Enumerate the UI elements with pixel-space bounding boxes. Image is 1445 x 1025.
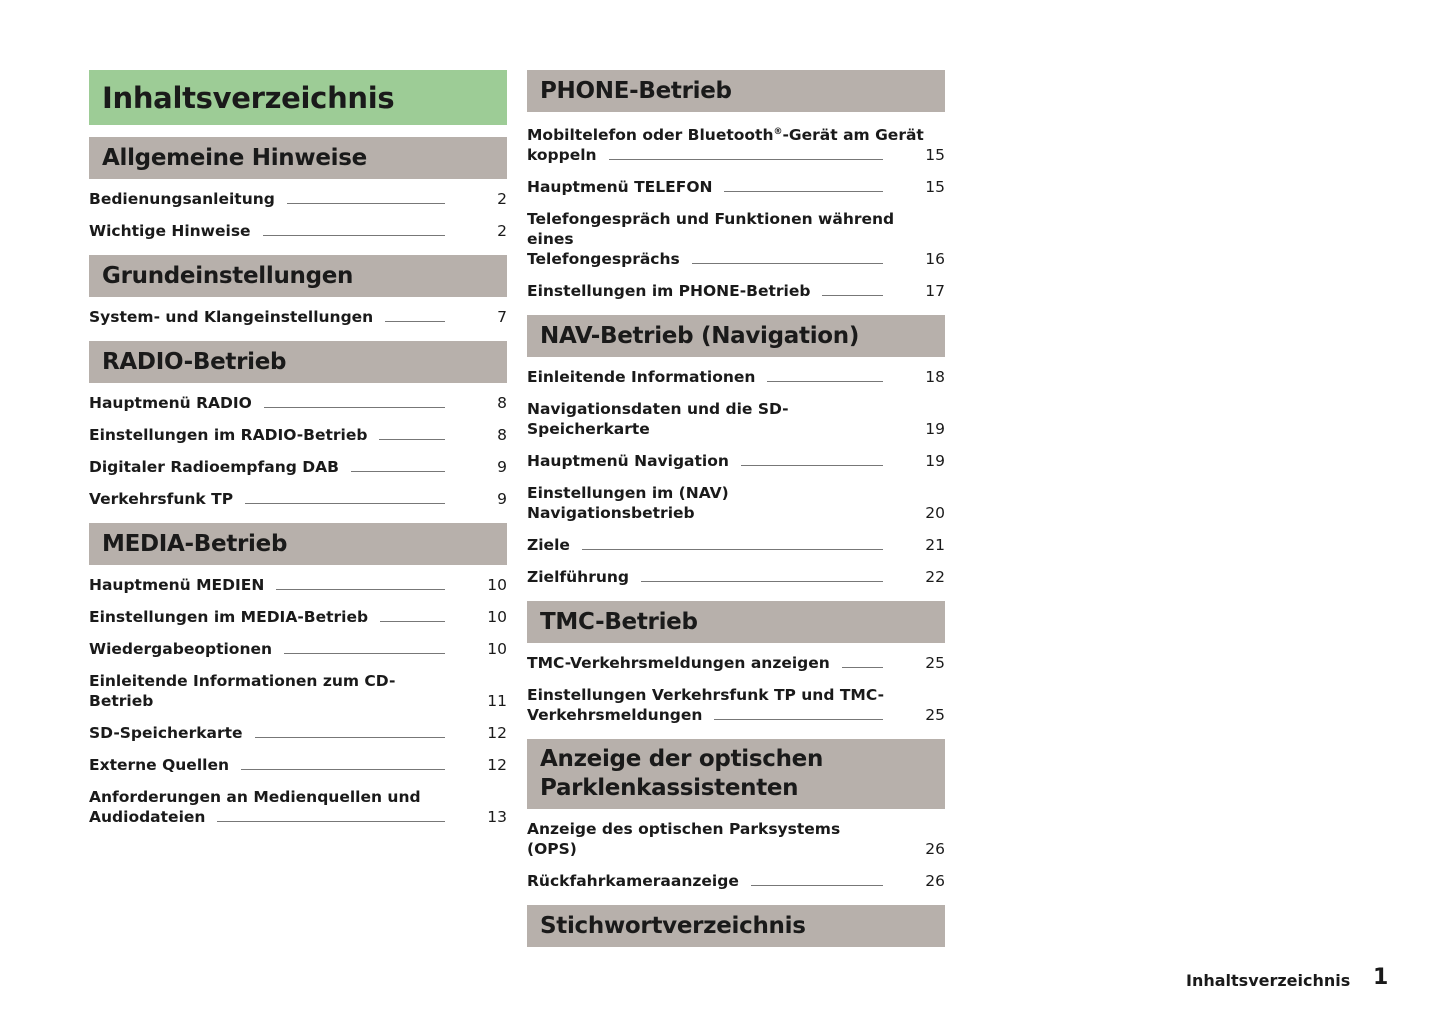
toc-entry[interactable] <box>89 749 507 781</box>
toc-entry-row <box>527 249 945 269</box>
toc-entry-text-line1: Einstellungen Verkehrsfunk TP und TMC- <box>527 686 884 705</box>
toc-entry-text: koppeln <box>527 146 597 165</box>
toc-entry-row <box>89 723 507 743</box>
toc-entry-line1 <box>527 209 945 249</box>
leader-line <box>263 235 445 236</box>
leader-line <box>255 737 445 738</box>
section-heading-text: Grundeinstellungen <box>102 263 354 289</box>
toc-entry-row <box>527 451 945 471</box>
toc-entry-row <box>527 145 945 165</box>
toc-entry-text: Verkehrsfunk TP <box>89 490 234 508</box>
toc-entry-row <box>527 367 945 387</box>
toc-entry[interactable] <box>527 529 945 561</box>
registered-mark: ® <box>773 127 783 137</box>
toc-entry-text: Hauptmenü MEDIEN <box>89 576 265 594</box>
toc-entry-row <box>527 653 945 673</box>
toc-left-column <box>89 70 507 833</box>
toc-entry[interactable] <box>527 393 945 445</box>
page-number: 15 <box>925 178 945 197</box>
leader-line <box>217 821 445 822</box>
page-number: 10 <box>487 640 507 658</box>
leader-line <box>741 465 883 466</box>
toc-entry-row <box>527 705 945 725</box>
toc-entry[interactable] <box>527 679 945 731</box>
toc-entry-row <box>89 755 507 775</box>
toc-entry-text: Einstellungen im RADIO-Betrieb <box>89 426 368 444</box>
section-heading[interactable] <box>527 70 945 112</box>
toc-entry-row <box>527 177 945 197</box>
page-number: 22 <box>925 568 945 587</box>
page-number: 7 <box>497 308 507 326</box>
section-heading[interactable] <box>89 255 507 297</box>
page-number: 12 <box>487 724 507 742</box>
page-title: Inhaltsverzeichnis <box>89 70 507 125</box>
toc-entry-row <box>89 639 507 659</box>
toc-entry-text-line1: Anforderungen an Medienquellen und <box>89 788 421 806</box>
leader-line <box>264 407 445 408</box>
toc-entry[interactable] <box>89 483 507 515</box>
toc-entry-row <box>89 307 507 327</box>
toc-entry-text: Bedienungsanleitung <box>89 190 275 208</box>
toc-entry[interactable] <box>89 215 507 247</box>
section-heading-text: MEDIA-Betrieb <box>102 531 288 557</box>
toc-entry[interactable] <box>527 445 945 477</box>
toc-entry-text: System- und Klangeinstellungen <box>89 308 374 326</box>
section-heading-text: NAV-Betrieb (Navigation) <box>540 323 860 350</box>
page-number: 12 <box>487 756 507 774</box>
toc-entry-text-line1: Mobiltelefon oder Bluetooth <box>527 126 774 145</box>
toc-entry-row <box>527 819 945 859</box>
leader-line <box>842 667 883 668</box>
toc-entry-text: Externe Quellen <box>89 756 229 774</box>
page-number: 9 <box>497 490 507 508</box>
page-number: 8 <box>497 426 507 444</box>
section-heading[interactable] <box>527 315 945 357</box>
toc-entry-text: Hauptmenü Navigation <box>527 452 729 471</box>
toc-entry-text: Telefongesprächs <box>527 250 680 269</box>
leader-line <box>245 503 445 504</box>
toc-entry[interactable] <box>89 301 507 333</box>
toc-entry[interactable] <box>89 717 507 749</box>
toc-entry-row <box>89 393 507 413</box>
leader-line <box>751 885 883 886</box>
leader-line <box>767 381 883 382</box>
toc-entry[interactable] <box>527 116 945 171</box>
leader-line <box>724 191 883 192</box>
toc-entry-text: Audiodateien <box>89 808 206 826</box>
section-heading[interactable] <box>89 137 507 179</box>
toc-entry-row <box>89 575 507 595</box>
toc-entry-row <box>527 535 945 555</box>
toc-entry-text: Einleitende Informationen <box>527 368 756 387</box>
page-number: 26 <box>925 840 945 859</box>
toc-entry-line1 <box>527 122 945 145</box>
toc-entry[interactable] <box>527 477 945 529</box>
toc-entry-row <box>527 281 945 301</box>
toc-entry[interactable] <box>89 633 507 665</box>
page-number: 10 <box>487 576 507 594</box>
toc-entry[interactable] <box>89 419 507 451</box>
section-heading[interactable] <box>527 739 945 809</box>
section-heading-text: PHONE-Betrieb <box>540 78 732 104</box>
toc-entry-line1 <box>527 685 945 705</box>
toc-entry-text: Zielführung <box>527 568 629 587</box>
toc-entry-text: Digitaler Radioempfang DAB <box>89 458 339 476</box>
footer-page-number: 1 <box>1373 965 1389 990</box>
section-heading[interactable] <box>527 905 945 947</box>
toc-entry[interactable] <box>89 601 507 633</box>
toc-entry-text: Einstellungen im PHONE-Betrieb <box>527 282 811 301</box>
page-number: 25 <box>925 654 945 673</box>
toc-entry-row <box>89 607 507 627</box>
toc-entry-row <box>527 871 945 891</box>
page-number: 21 <box>925 536 945 555</box>
leader-line <box>351 471 445 472</box>
leader-line <box>380 621 445 622</box>
section-heading[interactable] <box>89 523 507 565</box>
section-heading-text: TMC-Betrieb <box>540 609 698 636</box>
toc-entry[interactable] <box>527 561 945 593</box>
leader-line <box>714 719 883 720</box>
page-number: 8 <box>497 394 507 412</box>
toc-entry-line1 <box>89 787 507 807</box>
toc-entry[interactable] <box>89 781 507 833</box>
leader-line <box>385 321 445 322</box>
page-number: 13 <box>487 808 507 826</box>
toc-entry-row <box>89 807 507 827</box>
page-number: 20 <box>925 504 945 523</box>
toc-entry[interactable] <box>89 665 507 717</box>
toc-entry-text: Rückfahrkameraanzeige <box>527 872 739 891</box>
section-heading-text: RADIO-Betrieb <box>102 349 287 375</box>
toc-entry-row <box>89 457 507 477</box>
toc-entry-row <box>527 567 945 587</box>
section-heading[interactable] <box>527 601 945 643</box>
leader-line <box>609 159 883 160</box>
toc-right-column <box>527 70 945 951</box>
page-number: 26 <box>925 872 945 891</box>
page-number: 18 <box>925 368 945 387</box>
leader-line <box>284 653 445 654</box>
toc-entry-text: Hauptmenü RADIO <box>89 394 252 412</box>
page-number: 2 <box>497 190 507 208</box>
toc-entry-row <box>89 671 507 711</box>
leader-line <box>641 581 883 582</box>
toc-entry-text-line1: Telefongespräch und Funktionen während eines <box>527 210 895 249</box>
toc-entry-text: Einstellungen im MEDIA-Betrieb <box>89 608 369 626</box>
toc-entry-text: Hauptmenü TELEFON <box>527 178 713 197</box>
page-number: 25 <box>925 706 945 725</box>
page-number: 19 <box>925 420 945 439</box>
toc-entry-row <box>89 221 507 241</box>
page-number: 11 <box>487 692 507 710</box>
toc-entry[interactable] <box>89 183 507 215</box>
toc-entry-row <box>89 489 507 509</box>
leader-line <box>379 439 445 440</box>
toc-entry-text: Verkehrsmeldungen <box>527 706 703 725</box>
section-heading-text: Allgemeine Hinweise <box>102 145 367 171</box>
toc-entry-text: TMC-Verkehrsmeldungen anzeigen <box>527 654 830 673</box>
toc-entry[interactable] <box>89 387 507 419</box>
toc-entry-text: Wiedergabeoptionen <box>89 640 273 658</box>
toc-entry[interactable] <box>527 813 945 865</box>
toc-entry[interactable] <box>527 865 945 897</box>
toc-entry-text: Einleitende Informationen zum CD-Betrieb <box>89 672 396 710</box>
toc-entry-text: SD-Speicherkarte <box>89 724 243 742</box>
page-number: 2 <box>497 222 507 240</box>
page-number: 10 <box>487 608 507 626</box>
leader-line <box>582 549 883 550</box>
section-heading-text: Stichwortverzeichnis <box>540 913 806 940</box>
section-heading-text-line2: Parklenkassistenten <box>540 775 799 802</box>
toc-entry-text-line1b: -Gerät am Gerät <box>782 126 924 145</box>
toc-entry[interactable] <box>527 171 945 203</box>
footer-section-label: Inhaltsverzeichnis <box>1186 971 1351 990</box>
leader-line <box>692 263 883 264</box>
toc-entry[interactable] <box>527 275 945 307</box>
toc-entry[interactable] <box>527 203 945 275</box>
toc-entry[interactable] <box>89 569 507 601</box>
leader-line <box>241 769 445 770</box>
section-heading-text: Anzeige der optischen <box>540 746 824 773</box>
page-number: 19 <box>925 452 945 471</box>
leader-line <box>287 203 445 204</box>
toc-entry-row <box>527 483 945 523</box>
leader-line <box>822 295 883 296</box>
toc-entry-row <box>89 189 507 209</box>
page-number: 9 <box>497 458 507 476</box>
toc-entry-text: Anzeige des optischen Parksystems (OPS) <box>527 820 841 859</box>
toc-entry-row <box>89 425 507 445</box>
toc-entry-text: Navigationsdaten und die SD-Speicherkarte <box>527 400 789 439</box>
page-number: 15 <box>925 146 945 165</box>
toc-entry[interactable] <box>89 451 507 483</box>
toc-entry-row <box>527 399 945 439</box>
toc-entry[interactable] <box>527 361 945 393</box>
toc-entry-text: Einstellungen im (NAV) Navigationsbetrieb <box>527 484 729 523</box>
page-number: 16 <box>925 250 945 269</box>
toc-entry[interactable] <box>527 647 945 679</box>
toc-entry-text: Ziele <box>527 536 570 555</box>
toc-entry-text: Wichtige Hinweise <box>89 222 251 240</box>
page-number: 17 <box>925 282 945 301</box>
section-heading[interactable] <box>89 341 507 383</box>
leader-line <box>276 589 445 590</box>
